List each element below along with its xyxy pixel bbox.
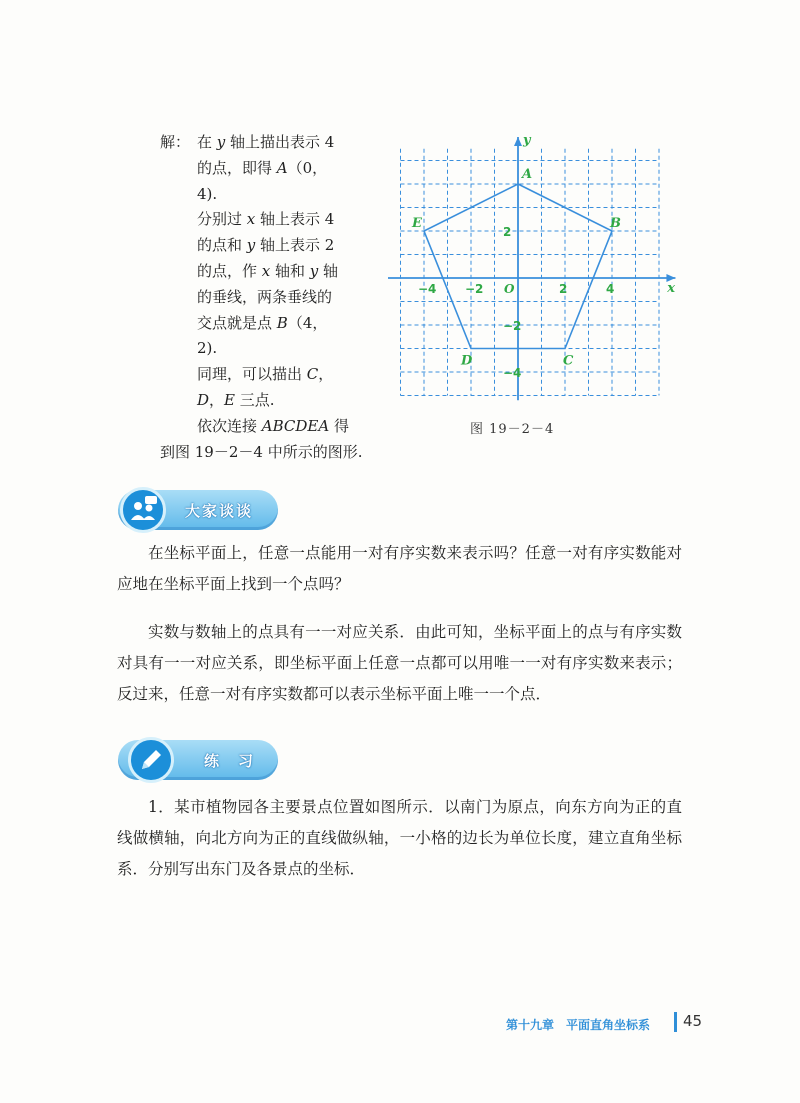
- solution-line: [160, 207, 375, 233]
- vertex-label-c: C: [563, 353, 574, 369]
- vertex-label-a: A: [522, 167, 533, 182]
- solution-text-segment: 的点，作: [197, 261, 262, 280]
- solution-text-segment: ABCDEA: [261, 416, 330, 435]
- y-tick-label: −4: [503, 366, 522, 380]
- people-icon: [120, 487, 166, 533]
- solution-line: [160, 311, 375, 337]
- solution-lead: 解：: [160, 133, 191, 151]
- solution-text-segment: 轴上描出表示 4: [225, 133, 335, 151]
- y-axis-arrow: [514, 137, 522, 146]
- solution-text-segment: 的点，即得: [197, 158, 277, 177]
- x-axis-label: x: [667, 281, 675, 296]
- solution-text-segment: 交点就是点: [197, 313, 277, 332]
- solution-text-segment: ，: [318, 365, 334, 384]
- page-number: 45: [683, 1012, 703, 1030]
- pencil-icon: [128, 737, 174, 783]
- solution-text-segment: y: [309, 261, 319, 280]
- solution-text-segment: D: [197, 390, 210, 409]
- solution-text-segment: 轴: [318, 261, 339, 280]
- solution-text-segment: C: [306, 365, 319, 384]
- solution-line: [160, 285, 375, 311]
- solution-text-segment: y: [216, 133, 226, 151]
- solution-text-segment: 4).: [197, 184, 218, 203]
- exercise-text: 1．某市植物园各主要景点位置如图所示．以南门为原点，向东方向为正的直线做横轴，向北方向为正的直线做纵轴，一小格的边长为单位长度，建立直角坐标系．分别写出东门及各景点的坐标．: [117, 798, 682, 878]
- x-tick-label: −4: [418, 282, 437, 296]
- solution-line: [160, 233, 375, 259]
- solution-line: [160, 414, 375, 440]
- solution-text-segment: 的点和: [197, 236, 247, 255]
- solution-line: [160, 336, 375, 362]
- y-tick-label: −2: [503, 319, 522, 333]
- vertex-label-e: E: [412, 216, 422, 231]
- solution-text-segment: y: [246, 236, 256, 255]
- solution-line: [160, 388, 375, 414]
- solution-text-segment: 同理，可以描出: [197, 365, 307, 384]
- origin-label: O: [504, 282, 515, 296]
- chapter-footer: 第十九章 平面直角坐标系: [506, 1018, 651, 1032]
- solution-text-segment: （0，: [287, 158, 328, 177]
- solution-text: [160, 130, 375, 465]
- solution-line: [160, 130, 375, 156]
- x-tick-label: −2: [465, 282, 484, 296]
- solution-line: [160, 362, 375, 388]
- solution-line: [160, 259, 375, 285]
- solution-text-segment: 轴上表示 4: [255, 210, 335, 229]
- solution-text-segment: 轴上表示 2: [255, 236, 335, 255]
- discussion-title: 大家谈谈: [185, 502, 254, 520]
- exercise-title: 练 习: [204, 752, 256, 770]
- y-tick-label: 2: [503, 225, 512, 239]
- solution-text-segment: 依次连接: [197, 416, 262, 435]
- y-axis-label: y: [523, 133, 531, 149]
- discussion-text: 在坐标平面上，任意一点能用一对有序实数来表示吗？任意一对有序实数能对应地在坐标平面上找到一个点吗？: [117, 544, 682, 593]
- vertex-label-b: B: [610, 216, 621, 231]
- solution-text-segment: x: [261, 261, 271, 280]
- solution-text-segment: （4，: [287, 313, 328, 332]
- solution-text-segment: E: [224, 390, 235, 409]
- x-tick-label: 4: [606, 282, 615, 296]
- solution-text-segment: x: [246, 210, 256, 229]
- footer-divider: [674, 1012, 677, 1032]
- explanation-text: 实数与数轴上的点具有一一对应关系．由此可知，坐标平面上的点与有序实数对具有一一对应关系，即坐标平面上任意一点都可以用唯一一对有序实数来表示；反过来，任意一对有序实数都可以表示坐标平面上唯一一个点．: [117, 623, 682, 703]
- solution-text-segment: 轴和: [270, 261, 310, 280]
- solution-text-segment: 到图 19－2－4 中所示的图形.: [160, 442, 363, 461]
- solution-line: [160, 156, 375, 182]
- solution-text-segment: 得: [329, 416, 349, 435]
- solution-line: [160, 182, 375, 208]
- vertex-label-d: D: [461, 353, 473, 369]
- solution-text-segment: B: [276, 313, 288, 332]
- x-tick-label: 2: [559, 282, 568, 296]
- solution-text-segment: 三点.: [235, 390, 275, 409]
- solution-text-segment: 的垂线，两条垂线的: [197, 287, 333, 306]
- solution-text-segment: ，: [209, 390, 225, 409]
- solution-text-segment: 在: [197, 133, 217, 151]
- solution-text-segment: 2).: [197, 339, 218, 358]
- coordinate-figure: [388, 128, 688, 403]
- figure-caption: 图 19－2－4: [470, 422, 555, 437]
- solution-text-segment: 分别过: [197, 210, 247, 229]
- solution-line: [160, 440, 375, 466]
- solution-text-segment: A: [276, 158, 288, 177]
